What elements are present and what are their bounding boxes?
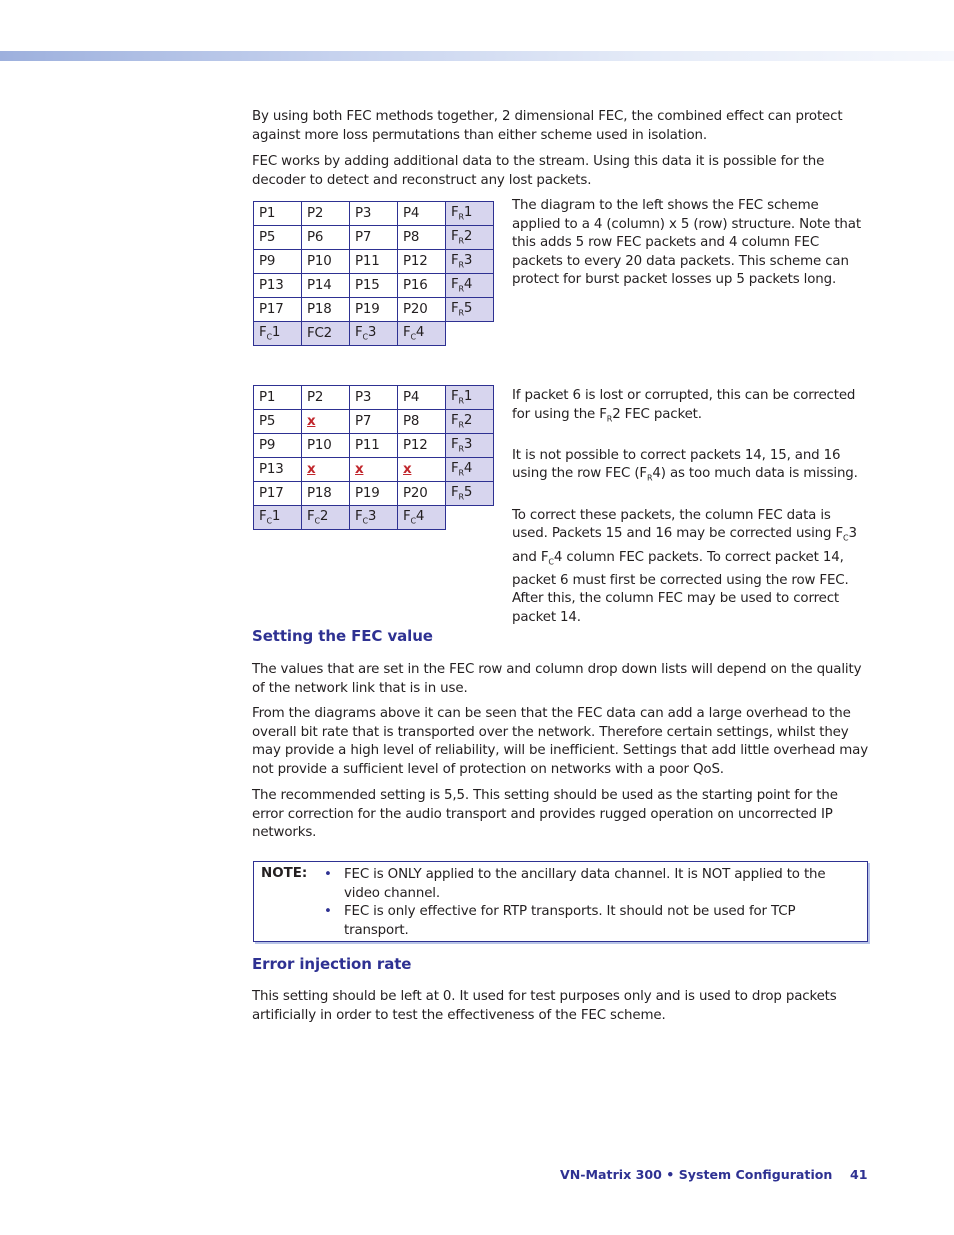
grid-row xyxy=(254,322,494,346)
fec-packet-cell: $F_R4$ xyxy=(446,458,494,482)
grid-row xyxy=(254,250,494,274)
fec-scheme-table xyxy=(253,201,494,346)
fec-scheme-description: The diagram to the left shows the FEC scheme applied to a 4 (column) x 5 (row) structure. Note that this adds 5 row FEC packets and 4 column FEC packets to every 20 data packets. This scheme can protect for burst packet losses up 5 packets long. xyxy=(512,198,861,288)
fec-packet-cell: $F_R5$ xyxy=(446,482,494,506)
data-packet-cell: P3 xyxy=(350,386,398,410)
note-label: NOTE: xyxy=(261,866,308,881)
header-gradient-bar xyxy=(0,51,954,61)
data-packet-cell: P19 xyxy=(350,482,398,506)
data-packet-cell: P7 xyxy=(350,226,398,250)
setting-fec-paragraph-3: The recommended setting is 5,5. This setting should be used as the starting point for the error correction for the audio transport and provides rugged operation on uncorrected IP networks. xyxy=(252,788,838,841)
loss-explanation-2: It is not possible to correct packets 14, 15, and 16 using the row FEC $(F_R4)$ as too much data is missing. xyxy=(512,447,858,484)
data-packet-cell: P7 xyxy=(350,410,398,434)
grid-row xyxy=(254,434,494,458)
data-packet-cell: P9 xyxy=(254,250,302,274)
lost-packet-cell: x xyxy=(302,458,350,482)
grid-row xyxy=(254,202,494,226)
fec-packet-cell: $F_C2$ xyxy=(302,506,350,530)
lost-packet-cell: x xyxy=(398,458,446,482)
data-packet-cell: P17 xyxy=(254,482,302,506)
note-item: • FEC is only effective for RTP transports. It should not be used for TCP transport. xyxy=(324,904,796,938)
data-packet-cell: P18 xyxy=(302,298,350,322)
lost-packet-cell: x xyxy=(350,458,398,482)
data-packet-cell: P8 xyxy=(398,410,446,434)
grid-row xyxy=(254,298,494,322)
fec-packet-cell: $F_R2$ xyxy=(446,410,494,434)
fec-packet-cell: $F_C3$ xyxy=(350,322,398,346)
bullet-icon: • xyxy=(324,904,332,920)
data-packet-cell: P2 xyxy=(302,202,350,226)
data-packet-cell: P9 xyxy=(254,434,302,458)
intro-paragraph-1: By using both FEC methods together, 2 dimensional FEC, the combined effect can protect against more loss permutations than either scheme used in isolation. xyxy=(252,109,843,143)
grid-row xyxy=(254,410,494,434)
data-packet-cell: P8 xyxy=(398,226,446,250)
data-packet-cell: P11 xyxy=(350,434,398,458)
data-packet-cell: P13 xyxy=(254,274,302,298)
fec-packet-cell: $F_R3$ xyxy=(446,434,494,458)
data-packet-cell: P5 xyxy=(254,226,302,250)
data-packet-cell: P10 xyxy=(302,250,350,274)
grid-row xyxy=(254,226,494,250)
fec-packet-cell: $F_C1$ xyxy=(254,322,302,346)
grid-row xyxy=(254,274,494,298)
fec-packet-cell: FC2 xyxy=(302,322,350,346)
data-packet-cell: P2 xyxy=(302,386,350,410)
data-packet-cell: P20 xyxy=(398,298,446,322)
fec-packet-cell: $F_R1$ xyxy=(446,386,494,410)
section-heading-setting-fec: Setting the FEC value xyxy=(252,627,433,645)
fec-packet-cell: $F_C4$ xyxy=(398,322,446,346)
setting-fec-paragraph-2: From the diagrams above it can be seen that the FEC data can add a large overhead to the overall bit rate that is transported over the network. Therefore certain settings, whilst they may provide a high level of reliability, will be inefficient. Settings that add little overhead may not provide a sufficient level of protection on networks with a poor QoS. xyxy=(252,706,869,777)
grid-row xyxy=(254,386,494,410)
data-packet-cell: P3 xyxy=(350,202,398,226)
data-packet-cell: P11 xyxy=(350,250,398,274)
data-packet-cell: P1 xyxy=(254,202,302,226)
data-packet-cell: P10 xyxy=(302,434,350,458)
data-packet-cell: P20 xyxy=(398,482,446,506)
fec-packet-cell: $F_R2$ xyxy=(446,226,494,250)
bullet-icon: • xyxy=(324,867,332,882)
fec-packet-cell: $F_C1$ xyxy=(254,506,302,530)
grid-row xyxy=(254,458,494,482)
page-number: 41 xyxy=(850,1167,868,1182)
fec-packet-cell: $F_R1$ xyxy=(446,202,494,226)
empty-cell xyxy=(446,322,494,346)
data-packet-cell: P18 xyxy=(302,482,350,506)
data-packet-cell: P16 xyxy=(398,274,446,298)
setting-fec-paragraph-1: The values that are set in the FEC row and column drop down lists will depend on the quality of the network link that is in use. xyxy=(252,662,862,696)
footer-title: VN-Matrix 300 • System Configuration xyxy=(560,1167,833,1182)
fec-loss-explanation xyxy=(512,387,867,628)
fec-packet-cell: $F_R5$ xyxy=(446,298,494,322)
fec-packet-cell: $F_C3$ xyxy=(350,506,398,530)
fec-loss-example-table xyxy=(253,385,494,530)
section-heading-error-injection: Error injection rate xyxy=(252,955,412,973)
error-injection-paragraph: This setting should be left at 0. It used for test purposes only and is used to drop packets artificially in order to test the effectiveness of the FEC scheme. xyxy=(252,989,837,1023)
note-box xyxy=(253,861,868,942)
data-packet-cell: P12 xyxy=(398,434,446,458)
data-packet-cell: P15 xyxy=(350,274,398,298)
grid-row xyxy=(254,506,494,530)
lost-packet-cell: x xyxy=(302,410,350,434)
data-packet-cell: P19 xyxy=(350,298,398,322)
data-packet-cell: P5 xyxy=(254,410,302,434)
loss-explanation-1: If packet 6 is lost or corrupted, this can be corrected for using the $F_R2$ FEC packet. xyxy=(512,388,856,424)
loss-explanation-3: To correct these packets, the column FEC data is used. Packets 15 and 16 may be corrected using $F_C3$ and $F_C4$ column FEC packets. To correct packet 14, packet 6 must first be corrected using the row FEC. After this, the column FEC may be used to correct packet 14. xyxy=(512,507,857,626)
data-packet-cell: P13 xyxy=(254,458,302,482)
data-packet-cell: P17 xyxy=(254,298,302,322)
fec-packet-cell: $F_R4$ xyxy=(446,274,494,298)
page-footer xyxy=(560,1167,870,1182)
data-packet-cell: P14 xyxy=(302,274,350,298)
fec-packet-cell: $F_R3$ xyxy=(446,250,494,274)
note-list xyxy=(324,866,844,940)
grid-row xyxy=(254,482,494,506)
note-item: • FEC is ONLY applied to the ancillary data channel. It is NOT applied to the video channel. xyxy=(324,867,826,901)
data-packet-cell: P4 xyxy=(398,202,446,226)
data-packet-cell: P1 xyxy=(254,386,302,410)
data-packet-cell: P12 xyxy=(398,250,446,274)
intro-paragraph-2: FEC works by adding additional data to the stream. Using this data it is possible for the decoder to detect and reconstruct any lost packets. xyxy=(252,154,825,188)
data-packet-cell: P4 xyxy=(398,386,446,410)
empty-cell xyxy=(446,506,494,530)
data-packet-cell: P6 xyxy=(302,226,350,250)
fec-packet-cell: $F_C4$ xyxy=(398,506,446,530)
